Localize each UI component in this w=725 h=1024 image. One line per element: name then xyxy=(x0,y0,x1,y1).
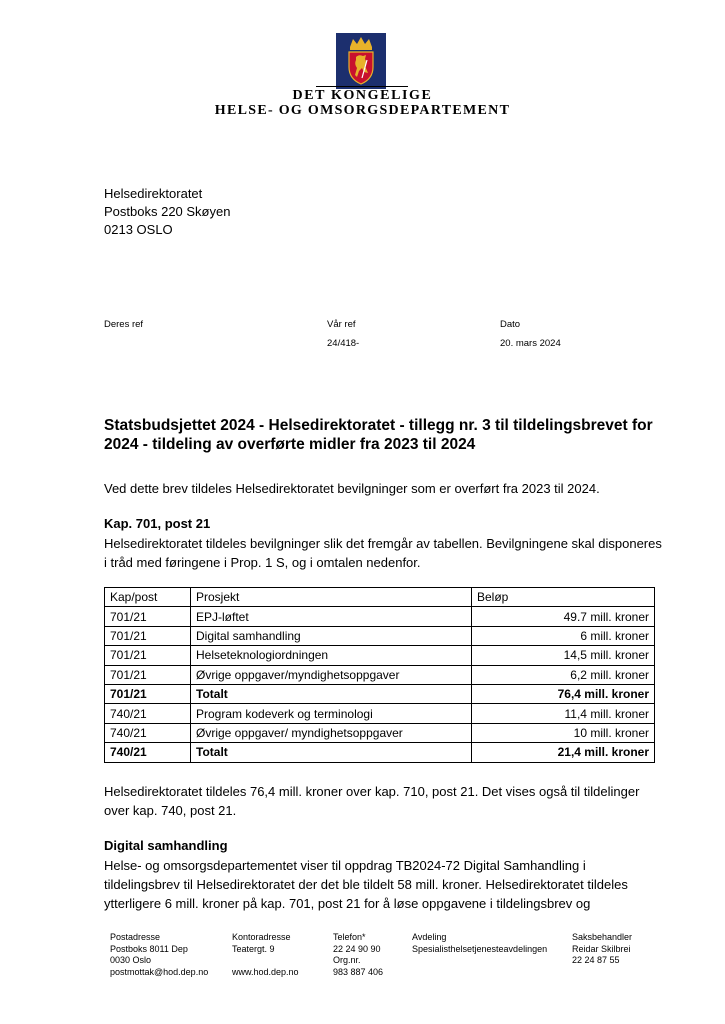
table-row xyxy=(105,665,655,684)
table-cell: Helseteknologiordningen xyxy=(191,646,472,665)
table-cell: Totalt xyxy=(191,684,472,703)
footer-line: 983 887 406 xyxy=(333,966,384,977)
table-cell: 14,5 mill. kroner xyxy=(472,646,655,665)
recipient-line: 0213 OSLO xyxy=(104,222,173,237)
table-cell: 10 mill. kroner xyxy=(472,723,655,742)
table-cell: Øvrige oppgaver/myndighetsoppgaver xyxy=(191,665,472,684)
table-cell: 740/21 xyxy=(105,723,191,742)
footer-line: Spesialisthelsetjenesteavdelingen xyxy=(412,943,548,954)
letter-title: Statsbudsjettet 2024 - Helsedirektoratet - tillegg nr. 3 til tildelingsbrevet for 2024 - tildeling av overførte midler fra 2023 til 2024 xyxy=(104,417,653,453)
dato-label: Dato xyxy=(500,319,521,330)
footer-line: 0030 Oslo xyxy=(110,955,152,965)
footer-website: www.hod.dep.no xyxy=(232,966,299,977)
table-cell: 701/21 xyxy=(105,684,191,703)
header-rule xyxy=(316,86,408,87)
table-cell: 49.7 mill. kroner xyxy=(472,607,655,626)
footer-avdeling xyxy=(412,932,547,955)
section-text-kap701: Helsedirektoratet tildeles bevilgninger slik det fremgår av tabellen. Bevilgningene skal disponeres i tråd med føringene i Prop. 1 S, og i omtalen nedenfor. xyxy=(104,536,662,570)
table-cell: 11,4 mill. kroner xyxy=(472,704,655,723)
recipient-address xyxy=(104,185,230,239)
section-heading-kap701: Kap. 701, post 21 xyxy=(104,516,211,531)
footer-line: Teatergt. 9 xyxy=(232,943,275,954)
footer-kontoradresse xyxy=(232,932,299,978)
table-cell: 701/21 xyxy=(105,607,191,626)
table-cell: 6,2 mill. kroner xyxy=(472,665,655,684)
table-cell: EPJ-løftet xyxy=(191,607,472,626)
section-text-digital-samhandling: Helse- og omsorgsdepartementet viser til oppdrag TB2024-72 Digital Samhandling i tildelingsbrev til Helsedirektoratet der det ble tildelt 58 mill. kroner. Helsedirektoratet tildeles ytterligere 6 mill. kroner på kap. 701, post 21 for å løse oppgavene i tildelingsbrev og xyxy=(104,858,628,911)
footer-telefon xyxy=(333,932,383,978)
footer-line: Saksbehandler xyxy=(572,932,633,942)
coat-of-arms-icon xyxy=(336,33,386,89)
footer-line: Telefon* xyxy=(333,932,366,942)
recipient-line: Postboks 220 Skøyen xyxy=(104,204,231,219)
footer-line: 22 24 90 90 xyxy=(333,943,381,954)
table-cell: 701/21 xyxy=(105,665,191,684)
table-header-cell: Prosjekt xyxy=(191,588,472,607)
table-header-cell: Kap/post xyxy=(105,588,191,607)
table-cell: 740/21 xyxy=(105,704,191,723)
table-cell: Program kodeverk og terminologi xyxy=(191,704,472,723)
table-cell: 21,4 mill. kroner xyxy=(472,743,655,762)
footer-saksbehandler xyxy=(572,932,632,967)
allocation-table xyxy=(104,587,655,763)
footer-line: 22 24 87 55 xyxy=(572,955,620,965)
footer-line: Postadresse xyxy=(110,932,161,942)
footer-email: postmottak@hod.dep.no xyxy=(110,966,209,977)
table-row xyxy=(105,607,655,626)
table-total-row xyxy=(105,743,655,762)
department-name-line1: DET KONGELIGE xyxy=(292,88,433,103)
table-header-row xyxy=(105,588,655,607)
dato-value: 20. mars 2024 xyxy=(500,338,561,349)
footer-line: Kontoradresse xyxy=(232,932,291,942)
table-cell: Digital samhandling xyxy=(191,626,472,645)
table-cell: Øvrige oppgaver/ myndighetsoppgaver xyxy=(191,723,472,742)
recipient-line: Helsedirektoratet xyxy=(104,186,203,201)
table-cell: 740/21 xyxy=(105,743,191,762)
table-row xyxy=(105,626,655,645)
section-heading-digital-samhandling: Digital samhandling xyxy=(104,838,228,853)
table-cell: 701/21 xyxy=(105,626,191,645)
deres-ref-label: Deres ref xyxy=(104,319,144,330)
footer-postadresse xyxy=(110,932,208,978)
footer-line: Org.nr. xyxy=(333,955,361,965)
table-row xyxy=(105,723,655,742)
table-total-row xyxy=(105,684,655,703)
table-row xyxy=(105,704,655,723)
after-table-paragraph: Helsedirektoratet tildeles 76,4 mill. kroner over kap. 710, post 21. Det vises også til tildelinger over kap. 740, post 21. xyxy=(104,784,640,818)
footer-line: Reidar Skilbrei xyxy=(572,943,631,954)
var-ref-label: Vår ref xyxy=(327,319,356,330)
footer-line xyxy=(232,955,299,967)
footer-line: Postboks 8011 Dep xyxy=(110,943,188,954)
table-header-cell: Beløp xyxy=(472,588,655,607)
table-cell: 76,4 mill. kroner xyxy=(472,684,655,703)
table-cell: Totalt xyxy=(191,743,472,762)
var-ref-value: 24/418- xyxy=(327,338,360,349)
table-cell: 6 mill. kroner xyxy=(472,626,655,645)
table-cell: 701/21 xyxy=(105,646,191,665)
table-row xyxy=(105,646,655,665)
footer-line: Avdeling xyxy=(412,932,447,942)
department-name-line2: HELSE- OG OMSORGSDEPARTEMENT xyxy=(214,103,511,118)
intro-paragraph: Ved dette brev tildeles Helsedirektoratet bevilgninger som er overført fra 2023 til 2024. xyxy=(104,481,600,496)
